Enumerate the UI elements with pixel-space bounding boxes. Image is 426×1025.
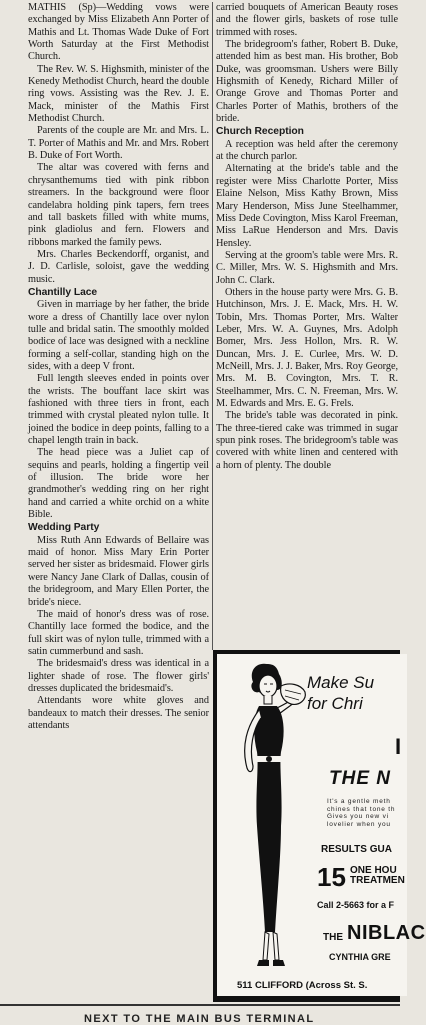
article-paragraph: Alternating at the bride's table and the register were Miss Charlotte Porter, Miss Elaine Nelson, Miss Kathy Brown, Miss Mary Henderson, Miss June Steelhammer, Miss Dede Covington, Miss Karol Freeman, Miss LaRue Henderson and Mrs. Davis Hensley. bbox=[216, 163, 398, 249]
article-paragraph: Mrs. Charles Beckendorff, organist, and J. D. Carlisle, soloist, gave the wedding music. bbox=[28, 248, 209, 285]
cropped-bottom-text: NEXT TO THE MAIN BUS TERMINAL bbox=[84, 1013, 315, 1025]
article-paragraph: The bridesmaid's dress was identical in a lighter shade of rose. The flower girls' dresses duplicated the bridesmaid's. bbox=[28, 658, 209, 694]
ad-contact-name: CYNTHIA GRE bbox=[329, 952, 391, 962]
ad-brand-name: NIBLAC bbox=[347, 922, 426, 944]
ad-results-line: RESULTS GUA bbox=[321, 844, 392, 855]
article-column-left bbox=[28, 2, 209, 732]
ad-subheadline: THE N bbox=[329, 768, 391, 789]
article-paragraph: MATHIS (Sp)—Wedding vows were exchanged by Miss Elizabeth Ann Porter of Mathis and Lt. Thomas Wade Duke of Fort Worth Saturday at the First Methodist Church. bbox=[28, 2, 209, 63]
section-heading: Wedding Party bbox=[28, 522, 100, 534]
column-divider bbox=[212, 2, 213, 650]
article-paragraph: Parents of the couple are Mr. and Mrs. L. T. Porter of Mathis and Mr. and Mrs. Robert B. Duke of Fort Worth. bbox=[28, 125, 209, 162]
article-column-right bbox=[216, 2, 398, 472]
article-paragraph: The head piece was a Juliet cap of sequins and pearls, holding a fingertip veil of illusion. The bride wore her grandmother's wedding ring on her right hand and carried a white orchid on a white Bible. bbox=[28, 447, 209, 521]
article-paragraph: Full length sleeves ended in points over the wrists. The bouffant lace skirt was fashioned with three tiers in front, each trimmed with crystal pleated nylon tulle. It joined the bodice in deep points, falling to a chapel length train in back. bbox=[28, 373, 209, 447]
article-paragraph: A reception was held after the ceremony at the church parlor. bbox=[216, 138, 398, 163]
page-rule bbox=[0, 1004, 400, 1006]
section-heading: Chantilly Lace bbox=[28, 286, 98, 298]
article-paragraph: The Rev. W. S. Highsmith, minister of the Kenedy Methodist Church, heard the double ring vows. Assisting was the Rev. J. E. Mack, minister of the Mathis First Methodist Church. bbox=[28, 63, 209, 125]
ad-large-letter: I bbox=[395, 734, 402, 759]
article-paragraph: The altar was covered with ferns and chrysanthemums tied with pink ribbon streamers. In the background were floor candelabra holding pink tapers, fern trees and tall baskets filled with white mums, pink gladiolus and fern. Flowers and ribbons marked the family pews. bbox=[28, 162, 209, 248]
ad-phone-line: Call 2-5663 for a F bbox=[317, 900, 395, 910]
ad-headline: Make Su for Chri bbox=[307, 673, 375, 713]
article-paragraph: The bridegroom's father, Robert B. Duke, attended him as best man. His brother, Bob Duke, was groomsman. Ushers were Billy Highsmith of Kenedy, Richard Miller of Orange Grove and Thomas Porter and Charles Porter of Mathis, brothers of the bride. bbox=[216, 39, 398, 125]
ad-brand-prefix: THE bbox=[323, 932, 343, 943]
article-paragraph: Serving at the groom's table were Mrs. R. C. Miller, Mrs. W. S. Highsmith and Mrs. John C. Clark. bbox=[216, 249, 398, 286]
article-paragraph: The bride's table was decorated in pink. The three-tiered cake was trimmed in sugar spun pink roses. The bridegroom's table was covered with white linen and centered with a horn of plenty. The double bbox=[216, 410, 398, 471]
ad-treatment-label: ONE HOU TREATMEN bbox=[350, 865, 405, 886]
article-paragraph: Given in marriage by her father, the bride wore a dress of Chantilly lace over nylon tulle and bridal satin. The smoothly molded bodice of lace was designed with a neckline forming a self-collar, standing high on the sides, with a deep V front. bbox=[28, 299, 209, 372]
salon-advertisement bbox=[213, 650, 426, 1002]
ad-panel bbox=[217, 654, 426, 996]
ad-treatment-count: 15 bbox=[317, 862, 346, 892]
article-paragraph: carried bouquets of American Beauty roses and the flower girls, baskets of rose tulle trimmed with roses. bbox=[216, 2, 398, 38]
article-paragraph: Miss Ruth Ann Edwards of Bellaire was maid of honor. Miss Mary Erin Porter served her sister as bridesmaid. Flower girls were Nancy Jane Clark of Dallas, cousin of the bridegroom, and Mary Ellen Porter, the bride's niece. bbox=[28, 534, 209, 608]
ad-body-copy: It's a gentle meth chines that tone th Gives you new vi lovelier when you bbox=[327, 798, 396, 828]
woman-figure-illustration bbox=[219, 656, 319, 978]
article-paragraph: Attendants wore white gloves and bandeaux to match their dresses. The senior attendants bbox=[28, 695, 209, 731]
section-heading: Church Reception bbox=[216, 126, 304, 138]
ad-address: 511 CLIFFORD (Across St. S. bbox=[237, 980, 368, 991]
article-paragraph: The maid of honor's dress was of rose. Chantilly lace formed the bodice, and the full skirt was of nylon tulle, trimmed with a satin cummerbund and sash. bbox=[28, 608, 209, 657]
article-paragraph: Others in the house party were Mrs. G. B. Hutchinson, Mrs. J. E. Mack, Mrs. H. W. Tobin, Mrs. Thomas Porter, Mrs. Walter Leber, Mrs. W. A. Guynes, Mrs. Adolph Bomer, Mrs. Jess Hollon, Mrs. R. W. Duncan, Mrs. J. E. Curlee, Mrs. W. D. McNeill, Mrs. J. J. Baker, Mrs. Roy George, Mrs. M. B. Covington, Mrs. T. R. Steelhammer, Mrs. C. N. Freeman, Mrs. W. M. Edwards and Mrs. E. G. Frels. bbox=[216, 286, 398, 409]
